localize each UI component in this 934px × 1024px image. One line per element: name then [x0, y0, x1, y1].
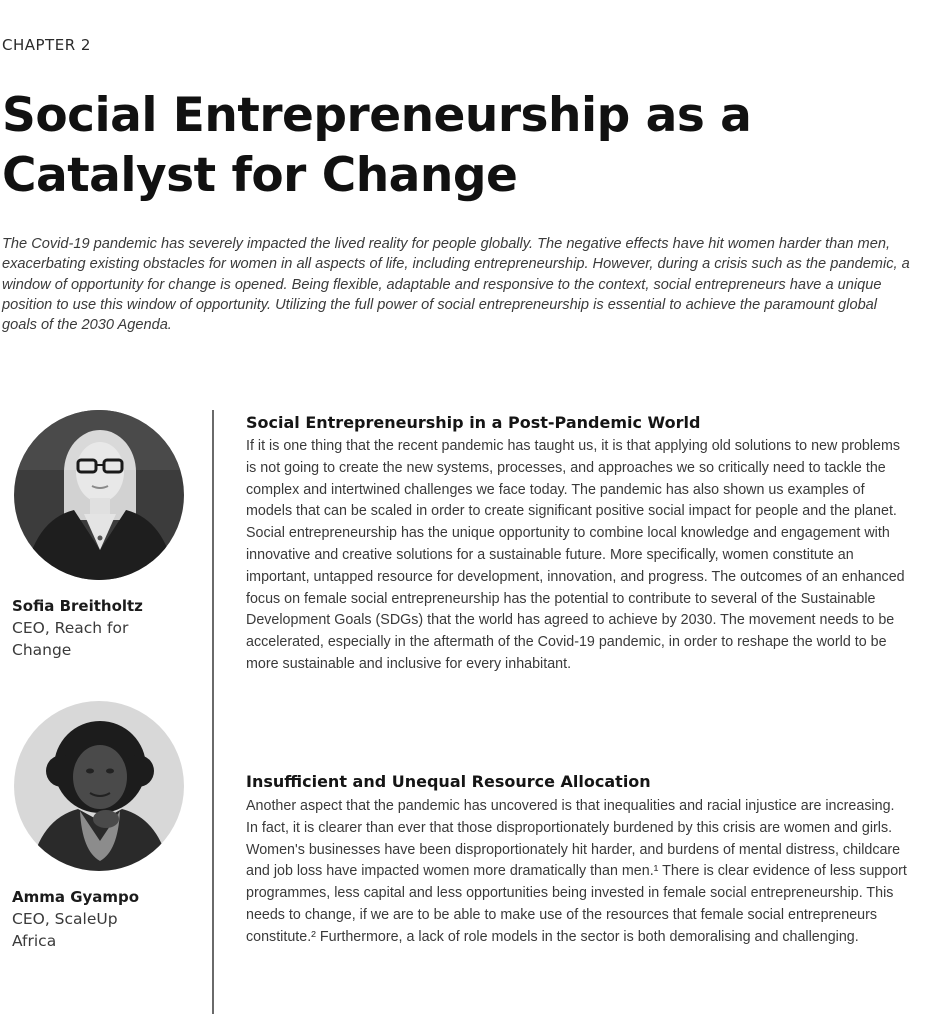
person-role: CEO, ScaleUp Africa: [12, 910, 118, 950]
person-name: Amma Gyampo: [12, 888, 140, 906]
person-name: Sofia Breitholtz: [12, 597, 143, 615]
column-divider: [212, 410, 214, 1014]
person-role: CEO, Reach for Change: [12, 619, 129, 659]
chapter-label: CHAPTER 2: [2, 36, 91, 54]
section-heading: Social Entrepreneurship in a Post-Pandemic World: [246, 413, 701, 432]
page-title: Social Entrepreneurship as a Catalyst for Change: [2, 88, 752, 203]
section-heading: Insufficient and Unequal Resource Allocation: [246, 772, 651, 791]
avatar-sofia-breitholtz: [14, 410, 184, 580]
intro-paragraph: The Covid-19 pandemic has severely impacted the lived reality for people globally. The negative effects have hit women harder than men, exacerbating existing obstacles for women in all aspects of life, including entrepreneurship. However, during a crisis such as the pandemic, a window of opportunity for change is opened. Being flexible, adaptable and responsive to the context, social entrepreneurs have a unique position to use this window of opportunity. Utilizing the full power of social entrepreneurship is essential to achieve the paramount global goals of the 2030 Agenda.: [2, 236, 910, 334]
section-body: If it is one thing that the recent pandemic has taught us, it is that applying old solutions to new problems is not going to create the new systems, processes, and approaches we so critically need to tackle the complex and intertwined challenges we face today. The pandemic has also shown us examples of models that can be scaled in order to create significant positive social impact for people and the planet. Social entrepreneurship has the unique opportunity to combine local knowledge and engagement with innovative and creative solutions for a sustainable future. More specifically, women constitute an important, untapped resource for development, innovation, and progress. The outcomes of an enhanced focus on female social entrepreneurship has the potential to contribute to several of the Sustainable Development Goals (SDGs) that the world has agreed to achieve by 2030. The movement needs to be accelerated, especially in the aftermath of the Covid-19 pandemic, in order to reshape the world to be more sustainable and inclusive for every inhabitant.: [246, 438, 905, 672]
avatar-amma-gyampo: [14, 701, 184, 871]
section-body: Another aspect that the pandemic has uncovered is that inequalities and racial injustice are increasing. In fact, it is clearer than ever that those disproportionately burdened by this crisis are women and girls. Women's businesses have been disproportionately hit harder, and burdens of mental distress, childcare and job loss have impacted women more dramatically than men.¹ There is clear evidence of less support programmes, less capital and less opportunities being invested in female social entrepreneurship. This needs to change, if we are to be able to make use of the resources that female social entrepreneurs constitute.² Furthermore, a lack of role models in the sector is both demoralising and challenging.: [246, 798, 907, 945]
